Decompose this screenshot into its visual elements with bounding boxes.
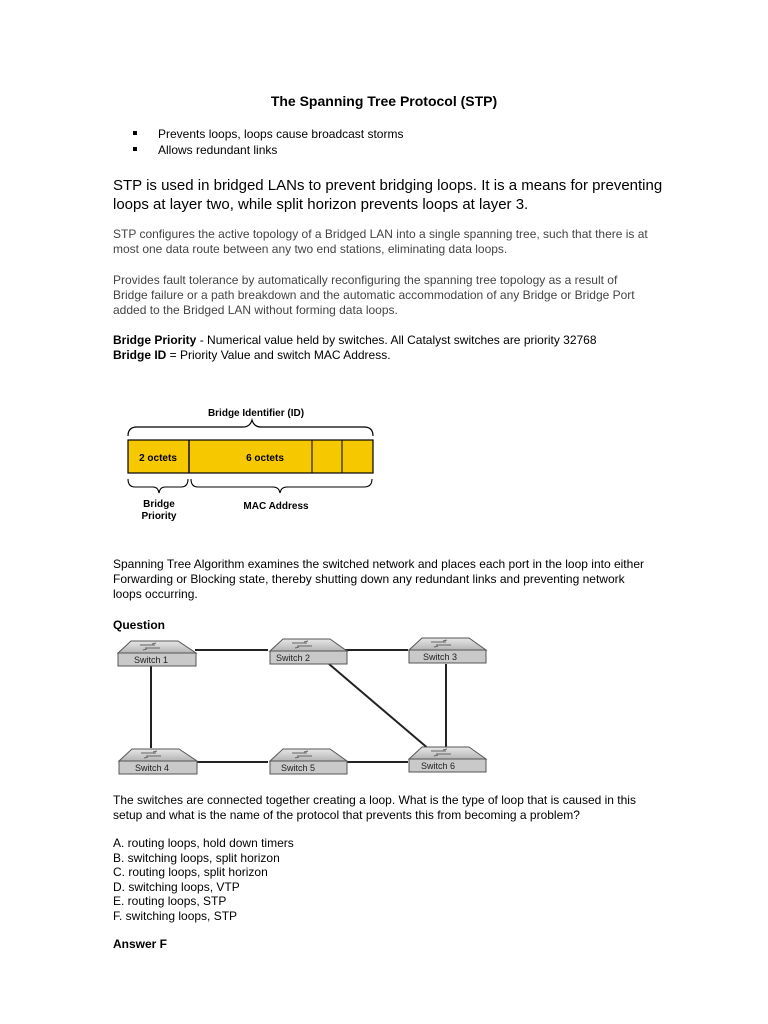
- list-item: C. routing loops, split horizon: [113, 865, 268, 880]
- switch-2-icon: [270, 639, 347, 664]
- paragraph-topology: STP configures the active topology of a Bridged LAN into a single spanning tree, such that there is at most one data route between any two end stations, eliminating data loops.: [113, 227, 648, 256]
- diagram-header: Bridge Identifier (ID): [207, 408, 305, 419]
- switch-6-icon: [409, 747, 486, 772]
- bridge-label: Bridge: [143, 499, 175, 510]
- bridge-id-term: Bridge ID: [113, 348, 167, 362]
- lead-paragraph: STP is used in bridged LANs to prevent bridging loops. It is a means for preventing loops at layer two, while split horizon prevents loops at layer 3.: [113, 177, 663, 213]
- bullet-text: Prevents loops, loops cause broadcast storms: [158, 127, 404, 141]
- switch-label: Switch 1: [133, 655, 169, 665]
- switch-4-icon: [119, 749, 197, 774]
- page-title: The Spanning Tree Protocol (STP): [270, 93, 498, 109]
- question-label: Question: [113, 618, 166, 632]
- switch-label: Switch 6: [420, 761, 456, 771]
- bullet-text: Allows redundant links: [158, 143, 278, 157]
- paragraph-fault-tolerance: Provides fault tolerance by automatically reconfiguring the spanning tree topology as a result of Bridge failure or a path breakdown and the automatic accommodation of any Bridge or Bridge Port added to the Bridged LAN without forming data loops.: [113, 273, 635, 317]
- switch-1-icon: [118, 641, 196, 666]
- priority-octets-label: 2 octets: [139, 453, 177, 464]
- switch-3-icon: [409, 638, 486, 663]
- bridge-id-text: = Priority Value and switch MAC Address.: [166, 348, 391, 362]
- list-item: E. routing loops, STP: [113, 894, 227, 909]
- priority-label: Priority: [141, 511, 177, 522]
- bridge-priority-text: - Numerical value held by switches. All Catalyst switches are priority 32768: [196, 333, 597, 347]
- switch-label: Switch 5: [280, 763, 316, 773]
- question-text: The switches are connected together creating a loop. What is the type of loop that is caused in this setup and what is the name of the protocol that prevents this from becoming a problem?: [113, 793, 636, 822]
- mac-octets-label: 6 octets: [246, 453, 284, 464]
- list-item: B. switching loops, split horizon: [113, 850, 280, 865]
- switch-label: Switch 4: [134, 763, 170, 773]
- link-switch2-switch6: [329, 664, 430, 750]
- switch-label: Switch 2: [275, 653, 311, 663]
- bridge-priority-term: Bridge Priority: [113, 333, 197, 347]
- switch-5-icon: [270, 749, 347, 774]
- list-item: D. switching loops, VTP: [113, 879, 240, 894]
- sta-paragraph: Spanning Tree Algorithm examines the switched network and places each port in the loop into either Forwarding or Blocking state, thereby shutting down any redundant links and preventing network loops occurring.: [113, 557, 644, 601]
- answer-label: Answer F: [113, 937, 168, 951]
- list-item: F. switching loops, STP: [113, 908, 238, 923]
- switch-label: Switch 3: [422, 652, 458, 662]
- list-item: A. routing loops, hold down timers: [113, 836, 294, 850]
- mac-address-label: MAC Address: [243, 501, 309, 512]
- answer-options: [113, 836, 294, 924]
